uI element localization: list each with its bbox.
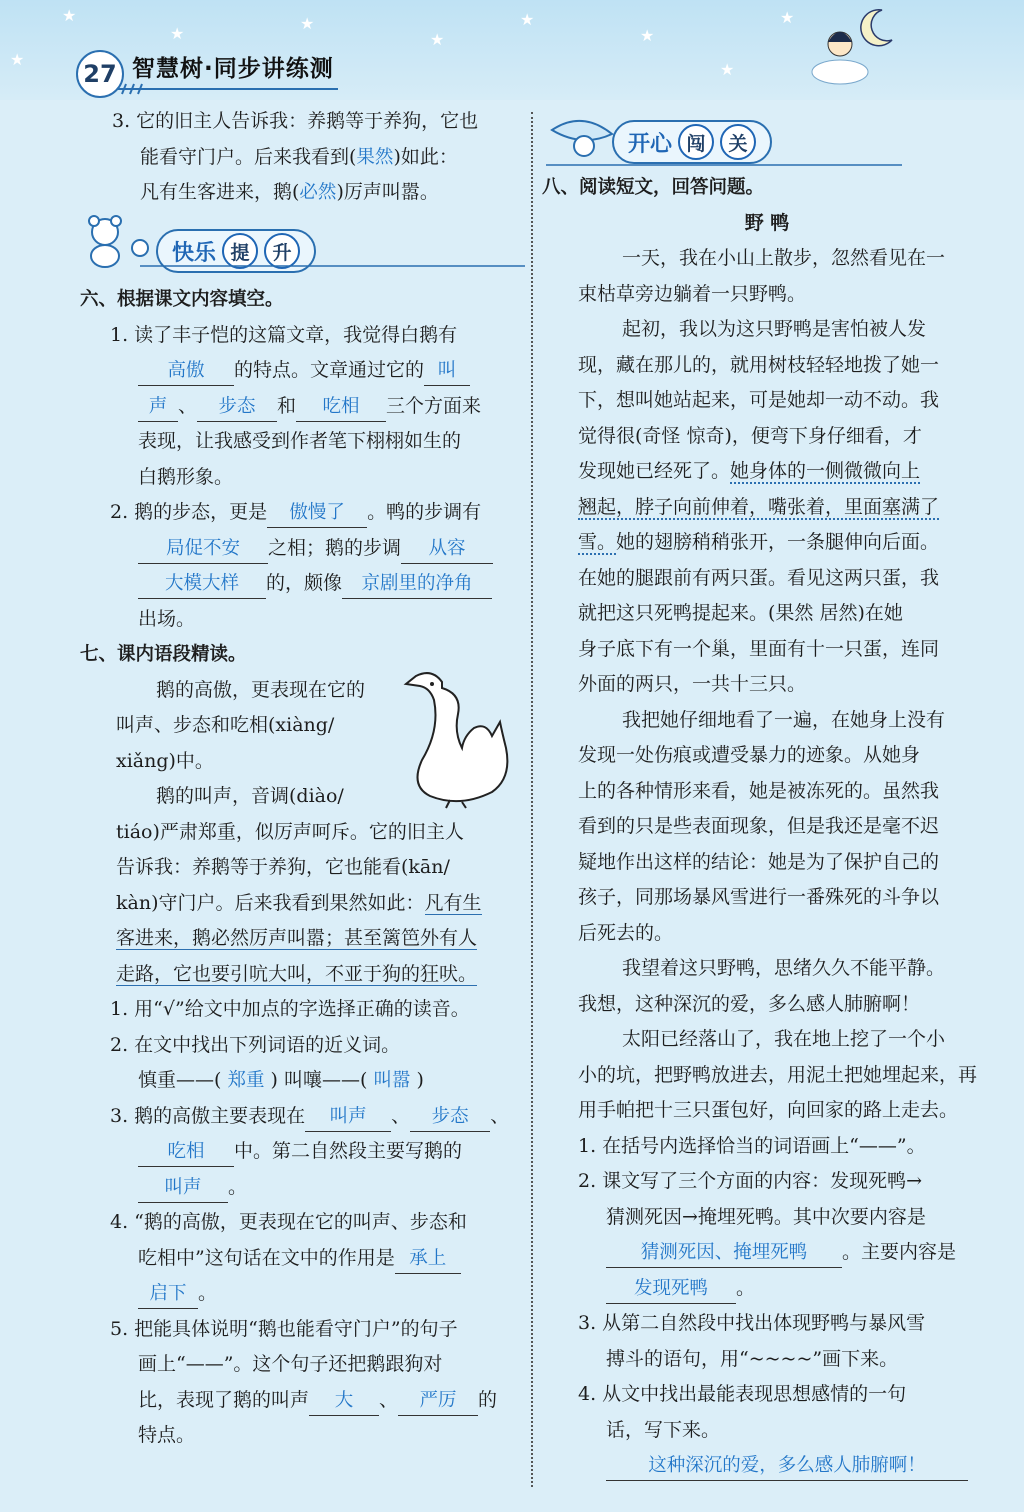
banner-text: 开心 (628, 131, 673, 157)
passage-line: xiǎng)中。 (116, 749, 214, 772)
section-heading: 八、阅读短文，回答问题。 (542, 177, 765, 198)
answer-text: 郑重 (227, 1070, 265, 1091)
story-line: 发现一处伤痕或遭受暴力的迹象。从她身 (578, 744, 921, 766)
story-line: 觉得很(奇怪 惊奇)，便弯下身仔细看，才 (578, 424, 922, 447)
page-number: 27 (76, 50, 124, 98)
ball-icon (130, 238, 150, 258)
story-line: 在她的腿跟前有两只蛋。看见这两只蛋，我 (578, 566, 940, 589)
story-line: 现，藏在那儿的，就用树枝轻轻地拨了她一 (578, 353, 940, 376)
passage-line: 走路，它也要引吭大叫，不亚于狗的狂吠。 (116, 962, 478, 985)
question-line: 2. 在文中找出下列词语的近义词。 (110, 1033, 401, 1056)
answer-text: 京剧里的净角 (361, 573, 473, 594)
story-line: 就把这只死鸭提起来。(果然 居然)在她 (578, 602, 903, 624)
question-line: 2. 鹅的步态，更是 傲慢了 。鸭的步调有 (80, 495, 528, 531)
story-line: 看到的只是些表面现象，但是我还是毫不迟 (578, 815, 940, 837)
question-line: 1. 用“√”给文中加点的字选择正确的读音。 (110, 998, 470, 1020)
passage-line: 叫声、步态和吃相(xiàng/ (116, 714, 335, 736)
question-line: 2. 课文写了三个方面的内容：发现死鸭→ (578, 1170, 923, 1192)
story-line: 小的坑，把野鸭放进去，用泥土把她埋起来，再 (578, 1063, 978, 1086)
banner-circle: 提 (222, 233, 258, 269)
answer-text: 这种深沉的爱，多么感人肺腑啊！ (648, 1455, 926, 1476)
question-line: 吃相 中。第二自然段主要写鹅的 (80, 1134, 528, 1170)
q3-line: 能看守门户。后来我看到(果然)如此： (140, 145, 458, 168)
section-heading: 六、根据课文内容填空。 (80, 289, 284, 310)
banner-text: 快乐 (172, 240, 217, 266)
question-line: 白鹅形象。 (138, 465, 234, 488)
story-line: 雪。她的翅膀稍稍张开，一条腿伸向后面。 (578, 531, 940, 553)
passage-line: tiáo)严肃郑重，似厉声呵斥。它的旧主人 (116, 820, 464, 843)
banner-underline (546, 160, 902, 170)
star-icon: ★ (62, 6, 77, 25)
story-line: 用手帕把十三只蛋包好，向回家的路上走去。 (578, 1099, 959, 1121)
question-line: 局促不安 之相；鹅的步调 从容 (80, 531, 528, 567)
star-icon: ★ (10, 50, 25, 69)
answer-text: 局促不安 (165, 537, 240, 559)
story-line: 我想，这种深沉的爱，多么感人肺腑啊！ (578, 992, 921, 1015)
star-icon: ★ (300, 14, 315, 33)
story-title: 野 鸭 (744, 211, 790, 234)
answer-text: 步态 (431, 1105, 469, 1127)
passage-line: kàn)守门户。后来我看到果然如此：凡有生 (116, 891, 482, 914)
question-line: 3. 从第二自然段中找出体现野鸭与暴风雪 (578, 1312, 926, 1334)
question-line: 出场。 (138, 607, 196, 630)
answer-text: 启下 (149, 1283, 187, 1304)
answer-text: 叫嚣 (373, 1070, 411, 1091)
story-line: 发现她已经死了。她身体的一侧微微向上 (578, 460, 921, 482)
answer-text: 叫 (437, 360, 457, 381)
story-line: 翘起，脖子向前伸着，嘴张着，里面塞满了 (578, 495, 940, 518)
question-line: 猜测死因、掩埋死鸭 。主要内容是 (542, 1235, 992, 1271)
question-line: 比，表现了鹅的叫声 大 、 严厉 的 (80, 1383, 528, 1419)
story-line: 上的各种情形来看，她是被冻死的。虽然我 (578, 779, 940, 802)
question-line (542, 1448, 992, 1484)
passage-line: 客进来，鹅必然厉声叫嚣；甚至篱笆外有人 (116, 927, 478, 949)
question-line: 高傲 的特点。文章通过它的 叫 (80, 353, 528, 389)
question-line: 3. 鹅的高傲主要表现在 叫声 、 步态 、 (80, 1099, 528, 1135)
moon-cartoon-icon (800, 2, 900, 92)
question-line: 猜测死因→掩埋死鸭。其中次要内容是 (606, 1205, 926, 1228)
banner-underline (140, 260, 525, 272)
passage-line: 告诉我：养鹅等于养狗，它也能看(kān/ (116, 856, 450, 878)
answer-text: 必然 (299, 182, 337, 203)
story-line: 孩子，同那场暴风雪进行一番殊死的斗争以 (578, 886, 940, 908)
answer-text: 高傲 (167, 360, 205, 381)
column-divider (531, 112, 533, 1487)
goose-illustration (402, 662, 520, 810)
question-line: 慎重——( 郑重 ) 叫嚷——( 叫嚣 ) (138, 1069, 424, 1091)
question-line: 大模大样 的，颇像 京剧里的净角 (80, 566, 528, 602)
question-line: 话，写下来。 (606, 1418, 721, 1441)
question-line: 叫声 。 (80, 1170, 528, 1206)
banner-pill (612, 120, 772, 164)
answer-text: 步态 (218, 395, 256, 417)
section-heading: 七、课内语段精读。 (80, 644, 247, 665)
bear-mascot-icon (82, 212, 128, 268)
question-line: 搏斗的语句，用“~~~~”画下来。 (606, 1347, 899, 1370)
star-icon: ★ (430, 30, 445, 49)
question-line: 画上“——”。这个句子还把鹅跟狗对 (138, 1353, 443, 1375)
star-icon: ★ (520, 10, 535, 29)
answer-text: 吃相 (322, 395, 360, 417)
passage-line: 鹅的高傲，更表现在它的 (156, 678, 366, 701)
banner-circle: 升 (264, 233, 300, 269)
question-line: 1. 读了丰子恺的这篇文章，我觉得白鹅有 (110, 323, 458, 346)
star-icon: ★ (780, 8, 795, 27)
story-line: 我望着这只野鸭，思绪久久不能平静。 (622, 957, 946, 979)
q3-line: 3. 它的旧主人告诉我：养鹅等于养狗，它也 (112, 110, 479, 132)
answer-text: 严厉 (419, 1389, 457, 1411)
question-line: 特点。 (138, 1424, 196, 1446)
flying-fish-mascot-icon (548, 112, 618, 166)
star-icon: ★ (720, 60, 735, 79)
story-line: 身子底下有一个巢，里面有十一只蛋，连同 (578, 637, 940, 660)
story-line: 后死去的。 (578, 921, 674, 944)
star-icon: ★ (640, 26, 655, 45)
question-line: 4. “鹅的高傲，更表现在它的叫声、步态和 (110, 1211, 467, 1233)
answer-text: 声 (148, 395, 168, 417)
left-column (112, 104, 524, 211)
question-line: 启下 。 (80, 1276, 528, 1312)
right-column (542, 170, 992, 1484)
question-line: 声 、 步态 和 吃相 三个方面来 (80, 389, 528, 425)
story-line: 我把她仔细地看了一遍，在她身上没有 (622, 708, 946, 731)
section-banner-kaixin-chuangguan (612, 120, 772, 164)
banner-circle: 关 (720, 124, 756, 160)
banner-circle: 闯 (678, 124, 714, 160)
story-line: 太阳已经落山了，我在地上挖了一个小 (622, 1028, 946, 1050)
question-line: 吃相中”这句话在文中的作用是 承上 (80, 1241, 528, 1277)
question-line: 发现死鸭 。 (542, 1271, 992, 1307)
book-title: 智慧树·同步讲练测 (132, 56, 334, 82)
story-line: 束枯草旁边躺着一只野鸭。 (578, 282, 807, 305)
story-line: 疑地作出这样的结论：她是为了保护自己的 (578, 850, 940, 873)
answer-text: 叫声 (329, 1105, 367, 1127)
story-line: 起初，我以为这只野鸭是害怕被人发 (622, 318, 927, 340)
answer-text: 傲慢了 (289, 502, 345, 523)
star-icon: ★ (170, 24, 185, 43)
question-line: 4. 从文中找出最能表现思想感情的一句 (578, 1383, 907, 1405)
story-line: 一天，我在小山上散步，忽然看见在一 (622, 247, 946, 269)
answer-text: 吃相 (167, 1141, 205, 1162)
question-line: 1. 在括号内选择恰当的词语画上“——”。 (578, 1134, 926, 1157)
answer-text: 从容 (428, 537, 466, 559)
header-stripe (118, 82, 338, 96)
question-line: 5. 把能具体说明“鹅也能看守门户”的句子 (110, 1317, 458, 1340)
answer-text: 叫声 (164, 1176, 202, 1198)
answer-text: 承上 (409, 1247, 447, 1269)
story-line: 下，想叫她站起来，可是她却一动不动。我 (578, 389, 940, 411)
question-line: 表现，让我感受到作者笔下栩栩如生的 (138, 430, 462, 452)
answer-text: 发现死鸭 (633, 1277, 708, 1299)
passage-line: 鹅的叫声，音调(diào/ (156, 785, 344, 807)
answer-text: 猜测死因、掩埋死鸭 (640, 1242, 808, 1263)
answer-text: 大 (334, 1389, 354, 1411)
left-column-main (80, 282, 528, 1454)
q3-line: 凡有生客进来，鹅(必然)厉声叫嚣。 (140, 181, 439, 203)
answer-text: 果然 (356, 146, 394, 168)
answer-text: 大模大样 (164, 573, 239, 594)
story-line: 外面的两只，一共十三只。 (578, 673, 807, 695)
